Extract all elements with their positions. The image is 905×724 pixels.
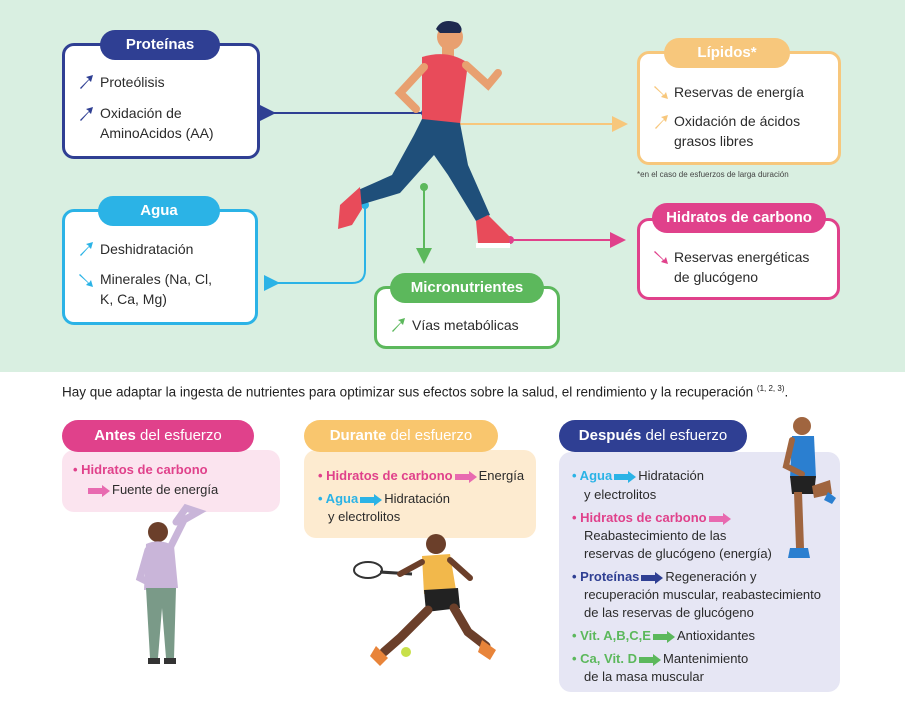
hidratos-title: Hidratos de carbono [652,203,826,233]
durante-line-2: • Agua Hidratación [318,491,450,506]
lipidos-item-1: Reservas de energía [674,84,804,100]
runner-illustration [330,15,520,260]
agua-title: Agua [98,196,220,226]
intro-text: Hay que adaptar la ingesta de nutrientes para optimizar sus efectos sobre la salud, el rendimiento y la recuperación $^{(1, 2, 3)}$. [62,384,789,400]
micro-item-1: Vías metabólicas [412,317,519,333]
durante-title: Durante del esfuerzo [304,420,498,452]
proteinas-title: Proteínas [100,30,220,60]
proteinas-item-1: Proteólisis [100,74,165,90]
lipidos-item-3: grasos libres [674,133,754,149]
up-arrow-icon [78,241,94,257]
despues-agua-2: y electrolitos [584,487,657,502]
up-arrow-icon [78,106,94,122]
up-arrow-icon [390,317,406,333]
right-arrow-icon [360,494,382,506]
up-arrow-icon [78,74,94,90]
despues-proteinas-1: • Proteínas Regeneración y [572,569,757,584]
durante-line-3: y electrolitos [328,509,401,524]
despues-hidratos-2: Reabastecimiento de las [584,528,727,543]
lipidos-item-2: Oxidación de ácidos [674,113,801,129]
despues-ca-2: de la masa muscular [584,669,704,684]
antes-line-1: • Hidratos de carbono [73,462,208,477]
up-arrow-icon [653,114,669,130]
despues-agua-1: • Agua Hidratación [572,468,704,483]
right-arrow-icon [639,654,661,666]
tennis-player-illustration [350,528,500,668]
agua-item-3: K, Ca, Mg) [100,291,167,307]
despues-hidratos-1: • Hidratos de carbono [572,509,733,527]
right-arrow-icon [88,485,110,497]
right-arrow-icon [455,471,477,483]
micro-title: Micronutrientes [390,273,544,303]
antes-title: Antes del esfuerzo [62,420,254,452]
down-arrow-icon [653,249,669,265]
despues-vit-1: • Vit. A,B,C,E Antioxidantes [572,628,756,643]
down-arrow-icon [653,84,669,100]
hidratos-item-1: Reservas energéticas [674,249,810,265]
despues-ca-1: • Ca, Vit. D Mantenimiento [572,651,749,666]
lipidos-title: Lípidos* [664,38,790,68]
down-arrow-icon [78,272,94,288]
antes-line-2: Fuente de energía [86,481,218,499]
hidratos-item-2: de glucógeno [674,269,759,285]
stretching-man-illustration [778,414,838,562]
despues-proteinas-2: recuperación muscular, reabastecimiento [584,587,822,602]
intro-refs: (1, 2, 3) [756,384,785,393]
proteinas-item-2: Oxidación de [100,105,182,121]
agua-item-2: Minerales (Na, Cl, [100,271,213,287]
despues-hidratos-3: reservas de glucógeno (energía) [584,546,772,561]
despues-title: Después del esfuerzo [559,420,747,452]
right-arrow-icon [614,471,636,483]
stretching-woman-illustration [120,498,210,670]
lipidos-footnote: *en el caso de esfuerzos de larga duración [637,170,789,179]
proteinas-item-3: AminoAcidos (AA) [100,125,214,141]
right-arrow-icon [641,572,663,584]
right-arrow-icon [653,631,675,643]
despues-proteinas-3: de las reservas de glucógeno [584,605,754,620]
durante-line-1: • Hidratos de carbono Energía [318,468,525,483]
right-arrow-icon [709,513,731,525]
agua-item-1: Deshidratación [100,241,194,257]
